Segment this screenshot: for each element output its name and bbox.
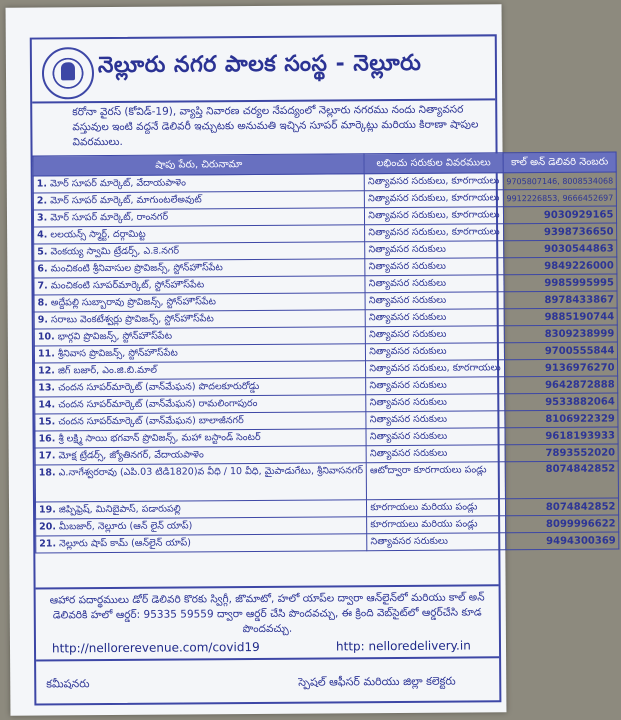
row-number: 3. — [36, 211, 48, 224]
shop-cell — [35, 463, 367, 502]
row-number: 4. — [37, 228, 48, 241]
phone-cell[interactable]: 8106922329 — [504, 410, 618, 428]
items-cell: నిత్యావసర సరుకులు — [367, 533, 505, 551]
intro-text: కరోనా వైరస్ (కోవిడ్-19), వ్యాప్తి నివారణ చర్యల నేపద్యంలో నెల్లూరు నగరము నందు నిత్యావసర వస్తువుల ఇంటి వద్దనే డెలివరీ ఇచ్చుటకు అనుమతి ఇచ్చిన సూపర్ మార్కెట్లు మరియు కిరాణా షాపుల వివరములు. — [72, 103, 479, 149]
row-number: 2. — [36, 194, 48, 207]
items-cell: నిత్యావసర సరుకులు, కూరగాయలు — [364, 173, 502, 191]
phone-cell[interactable]: 9533882064 — [504, 393, 618, 411]
shop-name: మంచికంటి శ్రీనివాసుల ప్రొవిజన్స్, స్టోన్‌హౌస్‌పేట — [50, 261, 223, 274]
header-phone: కాల్ అన్ డెలివరి నెంబరు — [503, 152, 617, 173]
row-number: 8. — [37, 296, 48, 309]
phone-cell[interactable]: 9618193933 — [505, 427, 619, 445]
items-cell: నిత్యావసర సరుకులు, కూరగాయలు — [365, 224, 503, 242]
phone-cell[interactable]: 9494300369 — [505, 532, 619, 550]
items-cell: నిత్యావసర సరుకులు, కూరగాయలు — [365, 207, 503, 225]
shop-name: మీబజార్, నెల్లూరు (ఆన్ లైన్ యాప్) — [58, 519, 193, 532]
row-number: 21. — [39, 537, 57, 550]
items-cell: నిత్యావసర సరుకులు — [365, 309, 503, 327]
shop-name: భార్గవి ప్రొవిజన్స్, స్టోన్‌హౌస్‌పేట — [57, 330, 173, 342]
header-shop: షాపు పేరు, చిరునామా — [33, 154, 364, 176]
items-cell: ఆటోద్వారా కూరగాయలు పండ్లు — [366, 462, 505, 500]
phone-cell[interactable]: 8074842852 — [505, 461, 619, 499]
row-number: 16. — [38, 432, 56, 445]
phone-cell[interactable]: 9700555844 — [504, 342, 618, 360]
phone-cell[interactable]: 9030544863 — [503, 240, 617, 258]
shop-name: మోక్ష ట్రేడర్స్, జ్యోతినగర్, వేదాయపాళెం — [58, 448, 204, 461]
collector-signature: స్పెషల్ ఆఫీసర్ మరియు జిల్లా కలెక్టరు — [298, 674, 456, 689]
row-number: 10. — [37, 330, 55, 343]
phone-cell[interactable]: 8309238999 — [504, 325, 618, 343]
row-number: 17. — [38, 449, 56, 462]
row-number: 18. — [38, 467, 56, 479]
shop-name: నెల్లూరు షాప్ కామ్ (ఆన్‌లైన్ యాప్) — [59, 536, 191, 549]
phone-cell[interactable]: 9985995995 — [503, 274, 617, 292]
commissioner-signature: కమీషనరు — [46, 677, 90, 691]
header-items: లభించు సరుకుల వివరములు — [364, 153, 502, 174]
row-number: 7. — [37, 279, 48, 292]
shop-name: చందన సూపర్‌మార్కెట్ (వాన్‌మేఘన) బాలాజీనగర్ — [58, 414, 244, 427]
items-cell: నిత్యావసర సరుకులు — [366, 394, 504, 412]
items-cell: కూరగాయలు మరియు పండ్లు — [367, 499, 505, 517]
phone-cell[interactable]: 9885190744 — [504, 308, 618, 326]
shop-name: జిప్పిఫ్రెష్, మినిబైపాస్, పడారుపల్లి — [58, 503, 181, 515]
phone-cell[interactable]: 7893552020 — [505, 444, 619, 462]
shop-name: మంచికంటి సూపర్‌మార్కెట్, స్టోన్‌హౌస్‌పేట — [50, 278, 205, 291]
row-number: 14. — [38, 398, 56, 411]
title-row — [32, 40, 495, 103]
shop-name: మోర్ సూపర్ మార్కెట్, వేదాయపాళెం — [49, 176, 187, 189]
shop-name: సరాబు వెంకటేశ్వర్లు ప్రొవిజన్స్, స్టోన్‌హౌస్‌పేట — [50, 312, 214, 325]
footer-text: ఆహార పదార్థములు డోర్ డెలివరి కొరకు స్విగ్గీ, జొమాటో, హలో యాప్‌ల ద్వారా ఆన్‌లైన్‌లో మరియు కాల్ అన్ డెలివరికి హలో ఆర్డర్: 95335 59559 ద్వారా ఆర్డర్ చేసి పొందవచ్చు, ఈ క్రింది వెబ్‌సైట్‌లో ఆర్డర్‌చేసి కూడ పొందవచ్చు. — [49, 591, 485, 636]
row-number: 19. — [39, 503, 56, 516]
items-cell: నిత్యావసర సరుకులు — [366, 445, 504, 463]
phone-cell[interactable]: 9912226853, 9666452697 — [503, 189, 617, 207]
shop-name: చందన సూపర్‌మార్కెట్ (వాన్‌మేఘన) రామలింగాపురం — [58, 397, 258, 410]
phone-cell[interactable]: 9398736650 — [503, 223, 617, 241]
row-number: 5. — [37, 245, 48, 258]
table-row — [36, 532, 620, 553]
items-cell: కూరగాయలు మరియు పండ్లు — [367, 516, 505, 534]
shop-name: జిగ్ బజార్, ఎం.జి.బి.మాల్ — [57, 364, 157, 376]
shop-name: అద్దేపల్లి సుబ్బారావు ప్రొవిజన్స్, స్టోన్‌హౌస్‌పేట — [50, 295, 217, 308]
items-cell: నిత్యావసర సరుకులు — [366, 428, 504, 446]
row-number: 15. — [38, 415, 56, 428]
shops-table — [33, 151, 620, 553]
page-title: నెల్లూరు నగర పాలక సంస్థ - నెల్లూరు — [97, 50, 422, 79]
items-cell: నిత్యావసర సరుకులు, కూరగాయలు — [365, 190, 503, 208]
phone-cell[interactable]: 9705807146, 8008534068 — [503, 172, 617, 190]
items-cell: నిత్యావసర సరుకులు — [365, 292, 503, 310]
shop-name: మోర్ సూపర్ మార్కెట్, మాగుంటలేఅవుట్ — [50, 193, 202, 206]
items-cell: నిత్యావసర సరుకులు — [365, 275, 503, 293]
notice-paper — [6, 4, 616, 715]
footer-box — [36, 584, 500, 661]
phone-cell[interactable]: 9642872888 — [504, 376, 618, 394]
shop-name: మోర్ సూపర్ మార్కెట్, రాంనగర్ — [50, 211, 169, 223]
shop-name: శ్రీ లక్ష్మి సాయి భగవాన్ ప్రొవిజన్స్, మహా బస్టాండ్ సెంటర్ — [58, 431, 261, 444]
items-cell: నిత్యావసర సరుకులు — [366, 377, 504, 395]
covid-link[interactable]: http://nellorerevenue.com/covid19 — [51, 639, 260, 656]
table-row — [35, 461, 619, 502]
phone-cell[interactable]: 9136976270 — [504, 359, 618, 377]
phone-cell[interactable]: 8099996622 — [505, 515, 619, 533]
shop-name: లలయన్స్ స్మార్ట్, దర్గామిట్ట — [50, 228, 146, 240]
municipal-seal-icon — [42, 47, 94, 99]
row-number: 13. — [38, 381, 56, 394]
items-cell: నిత్యావసర సరుకులు — [366, 326, 504, 344]
items-cell: నిత్యావసర సరుకులు — [366, 343, 504, 361]
shop-name: వెంకయ్య స్వామి ట్రేడర్స్, ఎ.కె.నగర్ — [50, 245, 180, 257]
notice-frame — [30, 34, 616, 705]
delivery-link[interactable]: http: nelloredelivery.in — [335, 638, 471, 654]
table-body — [33, 172, 619, 553]
phone-cell[interactable]: 9030929165 — [503, 206, 617, 224]
row-number: 12. — [38, 364, 55, 377]
row-number: 20. — [39, 520, 57, 533]
row-number: 11. — [37, 347, 55, 360]
items-cell: నిత్యావసర సరుకులు, కూరగాయలు — [366, 360, 504, 378]
row-number: 6. — [37, 262, 48, 275]
shop-name: చందన సూపర్‌మార్కెట్ (వాన్‌మేఘన) పొదలకూరురోడ్డు — [58, 380, 260, 393]
row-number: 1. — [36, 177, 48, 190]
items-cell: నిత్యావసర సరుకులు — [365, 241, 503, 259]
shop-name: శ్రీనివాస ప్రొవిజన్స్, స్టోన్‌హౌస్‌పేట — [57, 347, 178, 359]
phone-cell[interactable]: 9849226000 — [503, 257, 617, 275]
items-cell: నిత్యావసర సరుకులు — [365, 258, 503, 276]
row-number: 9. — [37, 313, 48, 326]
shop-cell — [36, 534, 367, 553]
shop-name: ఎ.నాగేశ్వరరావు (ఎపి.03 టిడి1820)వ వీధి / 10 వీధి, మైపాడుగేటు, శ్రీనివాసనగర్ — [58, 465, 364, 479]
items-cell: నిత్యావసర సరుకులు — [366, 411, 504, 429]
phone-cell[interactable]: 8074842852 — [505, 498, 619, 516]
phone-cell[interactable]: 8978433867 — [504, 291, 618, 309]
